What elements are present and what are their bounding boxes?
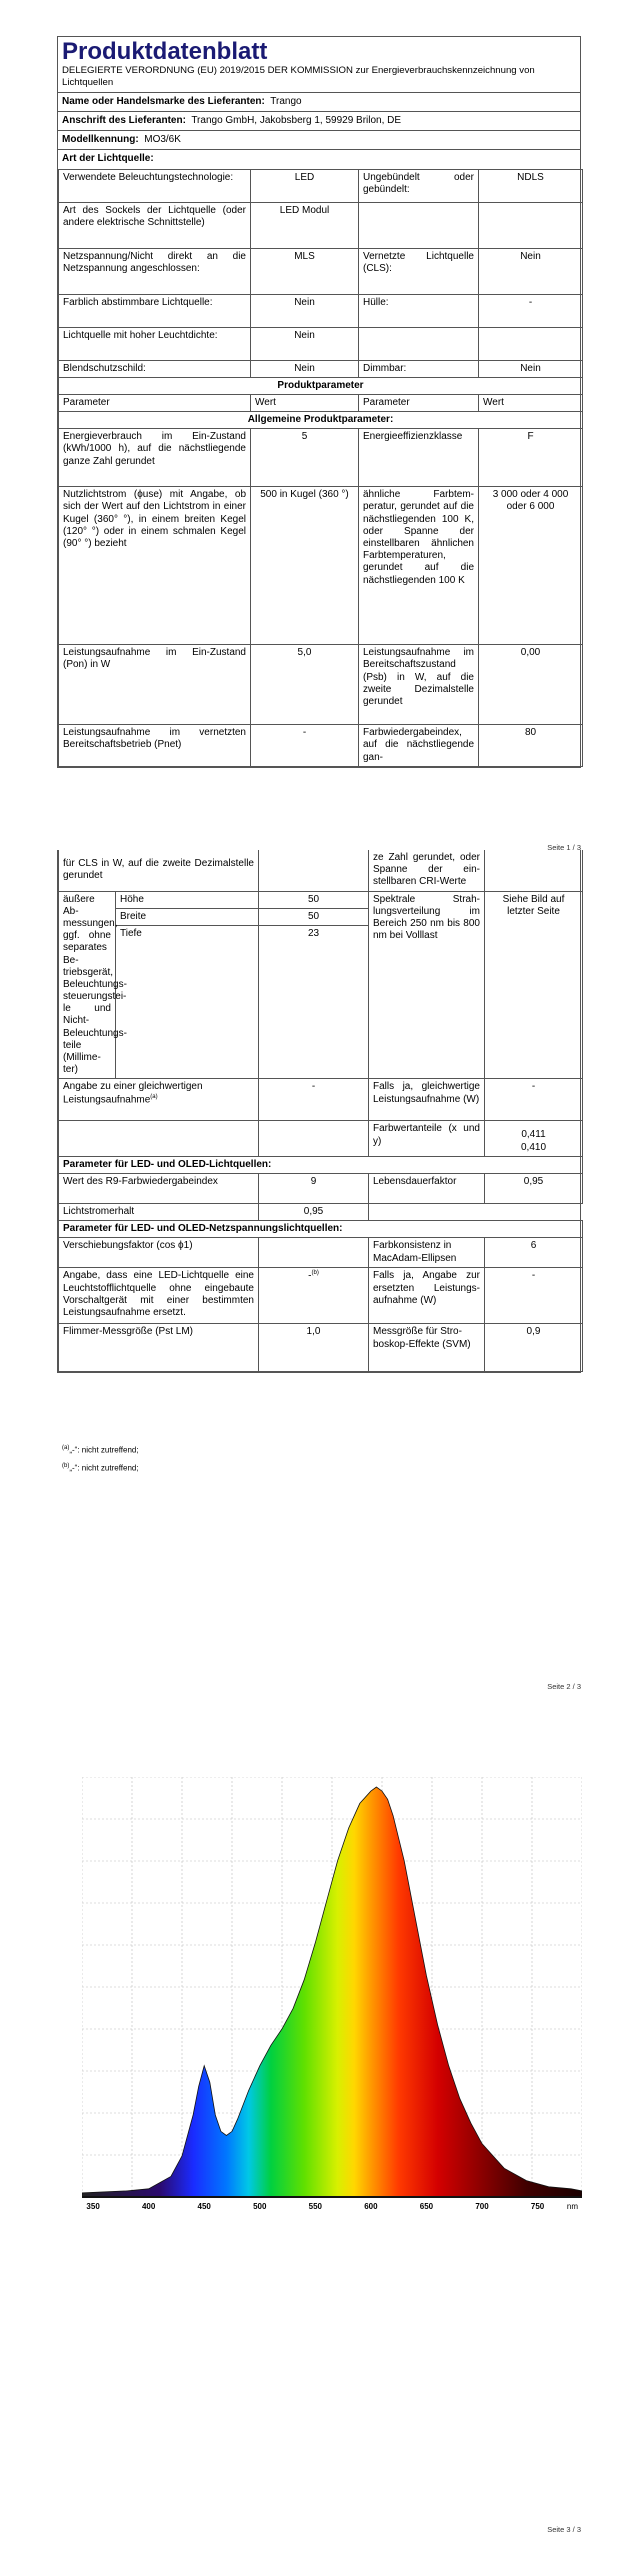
table-row: Lichtquelle mit hoher Leuchtdichte: Nein [59, 327, 583, 360]
spectral-label: Spektrale Strahlungsverteilung im Bereich 250 nm bis 800 nm bei Volllast [369, 891, 485, 1079]
macadam-label: Farbkonsistenz in MacAdam-Ellipsen [369, 1238, 485, 1268]
equiv-power-if-label: Falls ja, gleichwertige Leistungsaufnahme (W) [369, 1079, 485, 1121]
stroboscopic-value: 0,9 [485, 1324, 583, 1372]
replacement-value: -$^{(b)}$ [259, 1268, 369, 1324]
model-value: MO3/6K [144, 134, 181, 146]
x-tick-label: 750 [530, 2202, 545, 2211]
spectral-distribution-chart [82, 1777, 582, 2217]
table-row: Leistungsaufnahme im Ein-Zustand (Pon) in W 5,0 Leistungsaufnahme im Bereitschaftszustand (Psb) in W, auf die zweite Dezimalstelle gerundet 0,00 [59, 645, 583, 725]
datasheet-page-2 [57, 850, 581, 1373]
dim-width-value: 50 [259, 908, 369, 925]
replacement-if-value: - [485, 1268, 583, 1324]
table-row: Farblich abstimmbare Lichtquelle: Nein Hülle: - [59, 294, 583, 327]
cos-phi-value: 0,70 [259, 1238, 369, 1268]
equiv-power-label: Angabe zu einer gleichwertigen Leistungsaufnahme$^{(a)}$ [59, 1079, 259, 1121]
table-row: Leistungsaufnahme im vernetzten Bereitschaftsbetrieb (Pnet) - Farbwiedergabeindex, auf die nächstliegende gan- 80 [59, 725, 583, 767]
x-axis-unit: nm [566, 2202, 578, 2211]
table-row [59, 1203, 583, 1220]
footnote-b: $^{(b)}$„-“: nicht zutreffend; [62, 1463, 139, 1473]
chromaticity-value: 0,411 0,410 [485, 1121, 583, 1156]
general-params-heading: Allgemeine Produktparameter: [59, 412, 583, 429]
page-number: Seite 2 / 3 [547, 1682, 581, 1691]
replacement-label: Angabe, dass eine LED-Lichtquelle eine Leuchtstofflichtquelle ohne eingebaute Vorschaltgerät mit einer bestimmten Leistungsaufnahme ersetzt. [59, 1268, 259, 1324]
dim-height-value: 50 [259, 891, 369, 908]
table-row: Netzspannung/Nicht direkt an die Netzspannung angeschlossen: MLS Vernetzte Lichtquelle (CLS): Nein [59, 248, 583, 294]
dim-depth-label: Tiefe [116, 925, 259, 1078]
supplier-name-value: Trango [270, 95, 302, 107]
x-tick-label: 600 [364, 2202, 378, 2211]
datasheet-page-1 [57, 36, 581, 768]
page-number: Seite 3 / 3 [547, 2525, 581, 2534]
mains-params-heading: Parameter für LED- und OLED-Netzspannungslichtquellen: [59, 1221, 583, 1238]
dim-width-label: Breite [116, 908, 259, 925]
x-tick-label: 500 [253, 2202, 267, 2211]
macadam-value: 6 [485, 1238, 583, 1268]
footnote-a: $^{(a)}$„-“: nicht zutreffend; [62, 1445, 139, 1455]
table-row [59, 1173, 583, 1203]
table-row [59, 1238, 583, 1268]
lifetime-value: 0,95 [485, 1173, 583, 1203]
page-number: Seite 1 / 3 [547, 843, 581, 852]
cos-phi-label: Verschiebungsfaktor (cos ϕ1) [59, 1238, 259, 1268]
x-tick-label: 350 [86, 2202, 100, 2211]
x-tick-label: 400 [141, 2202, 156, 2211]
lifetime-label: Lebensdauerfaktor [369, 1173, 485, 1203]
page-title: Produktdatenblatt [62, 38, 268, 65]
replacement-if-label: Falls ja, Angabe zur ersetzten Leistungsaufnahme (W) [369, 1268, 485, 1324]
table-row: Nutzlichtstrom (ϕuse) mit Angabe, ob sich der Wert auf den Lichtstrom in einer Kugel (360° °), in einem breiten Kegel (120° °) oder in einem schmalen Kegel (90° °) bezieht 500 in Kugel (360 °) ähnliche Farbtemperatur, gerundet auf die nächstliegenden 100 K, oder Spanne der einstellbaren ähnlichen Farbtemperaturen, gerundet auf die nächstliegenden 100 K 3 000 oder 4 000 oder 6 000 [59, 487, 583, 645]
type-heading: Art der Lichtquelle: [58, 149, 580, 168]
table-row: Art des Sockels der Lichtquelle (oder andere elektrische Schnittstelle) LED Modul [59, 202, 583, 248]
r9-label: Wert des R9-Farbwiedergabeindex [59, 1173, 259, 1203]
chromaticity-label: Farbwertanteile (x und y) [369, 1121, 485, 1156]
regulation-subtitle: DELEGIERTE VERORDNUNG (EU) 2019/2015 DER KOMMISSION zur Energieverbrauchskennzeichnung von Lichtquellen [62, 65, 535, 89]
x-tick-label: 650 [419, 2202, 434, 2211]
equiv-power-if-value: - [485, 1079, 583, 1121]
x-axis-ticks [86, 2202, 578, 2211]
page-2 [0, 850, 639, 1700]
lumen-maintenance-label: Lichtstromerhalt [59, 1203, 259, 1220]
equiv-power-value: - [259, 1079, 369, 1121]
x-tick-label: 700 [475, 2202, 489, 2211]
led-params-heading: Parameter für LED- und OLED-Lichtquellen: [59, 1156, 583, 1173]
table-row [59, 1324, 583, 1372]
flicker-label: Flimmer-Messgröße (Pst LM) [59, 1324, 259, 1372]
table-row [59, 1268, 583, 1324]
table-row [59, 1121, 583, 1156]
table-row: Blendschutzschild: Nein Dimmbar: Nein [59, 360, 583, 377]
page-1 [0, 0, 639, 850]
table-row: für CLS in W, auf die zweite Dezimalstelle gerundet ze Zahl gerundet, oder Spanne der einstellbaren CRI-Werte [59, 850, 583, 891]
parameters-continued-table [58, 850, 583, 1372]
stroboscopic-label: Messgröße für Stroboskop-Effekte (SVM) [369, 1324, 485, 1372]
dimensions-row [59, 891, 583, 908]
table-row: Energieverbrauch im Ein-Zustand (kWh/1000 h), auf die nächstliegende ganze Zahl gerundet 5 Energieeffizienzklasse F [59, 429, 583, 487]
supplier-name-row [58, 92, 580, 111]
dimensions-label: äußere Abmessungen, ggf. ohne separates Betriebsgerät, Beleuchtungssteuerungsteile und Nicht-Beleuchtungsteile (Millimeter) [59, 891, 116, 1079]
dim-height-label: Höhe [116, 891, 259, 908]
x-tick-label: 450 [197, 2202, 211, 2211]
table-row [59, 1079, 583, 1121]
product-params-heading: Produktparameter [59, 377, 583, 394]
model-row [58, 130, 580, 149]
column-header-row: Parameter Wert Parameter Wert [59, 394, 583, 411]
model-label: Modellkennung: [62, 134, 139, 146]
lumen-maintenance-value: 0,95 [259, 1203, 369, 1220]
x-tick-label: 550 [308, 2202, 323, 2211]
supplier-address-label: Anschrift des Lieferanten: [62, 114, 186, 126]
dim-depth-value: 23 [259, 925, 369, 1078]
table-row: Verwendete Beleuchtungstechnologie: LED Ungebündelt oder gebündelt: NDLS [59, 169, 583, 202]
light-source-type-table [58, 169, 583, 768]
r9-value: 9 [259, 1173, 369, 1203]
spectrum-area [82, 1787, 582, 2197]
supplier-name-label: Name oder Handelsmarke des Lieferanten: [62, 95, 265, 107]
supplier-address-row [58, 111, 580, 130]
flicker-value: 1,0 [259, 1324, 369, 1372]
supplier-address-value: Trango GmbH, Jakobsberg 1, 59929 Brilon, DE [191, 114, 402, 126]
spectral-value: Siehe Bild auf letzter Seite [485, 891, 583, 1079]
